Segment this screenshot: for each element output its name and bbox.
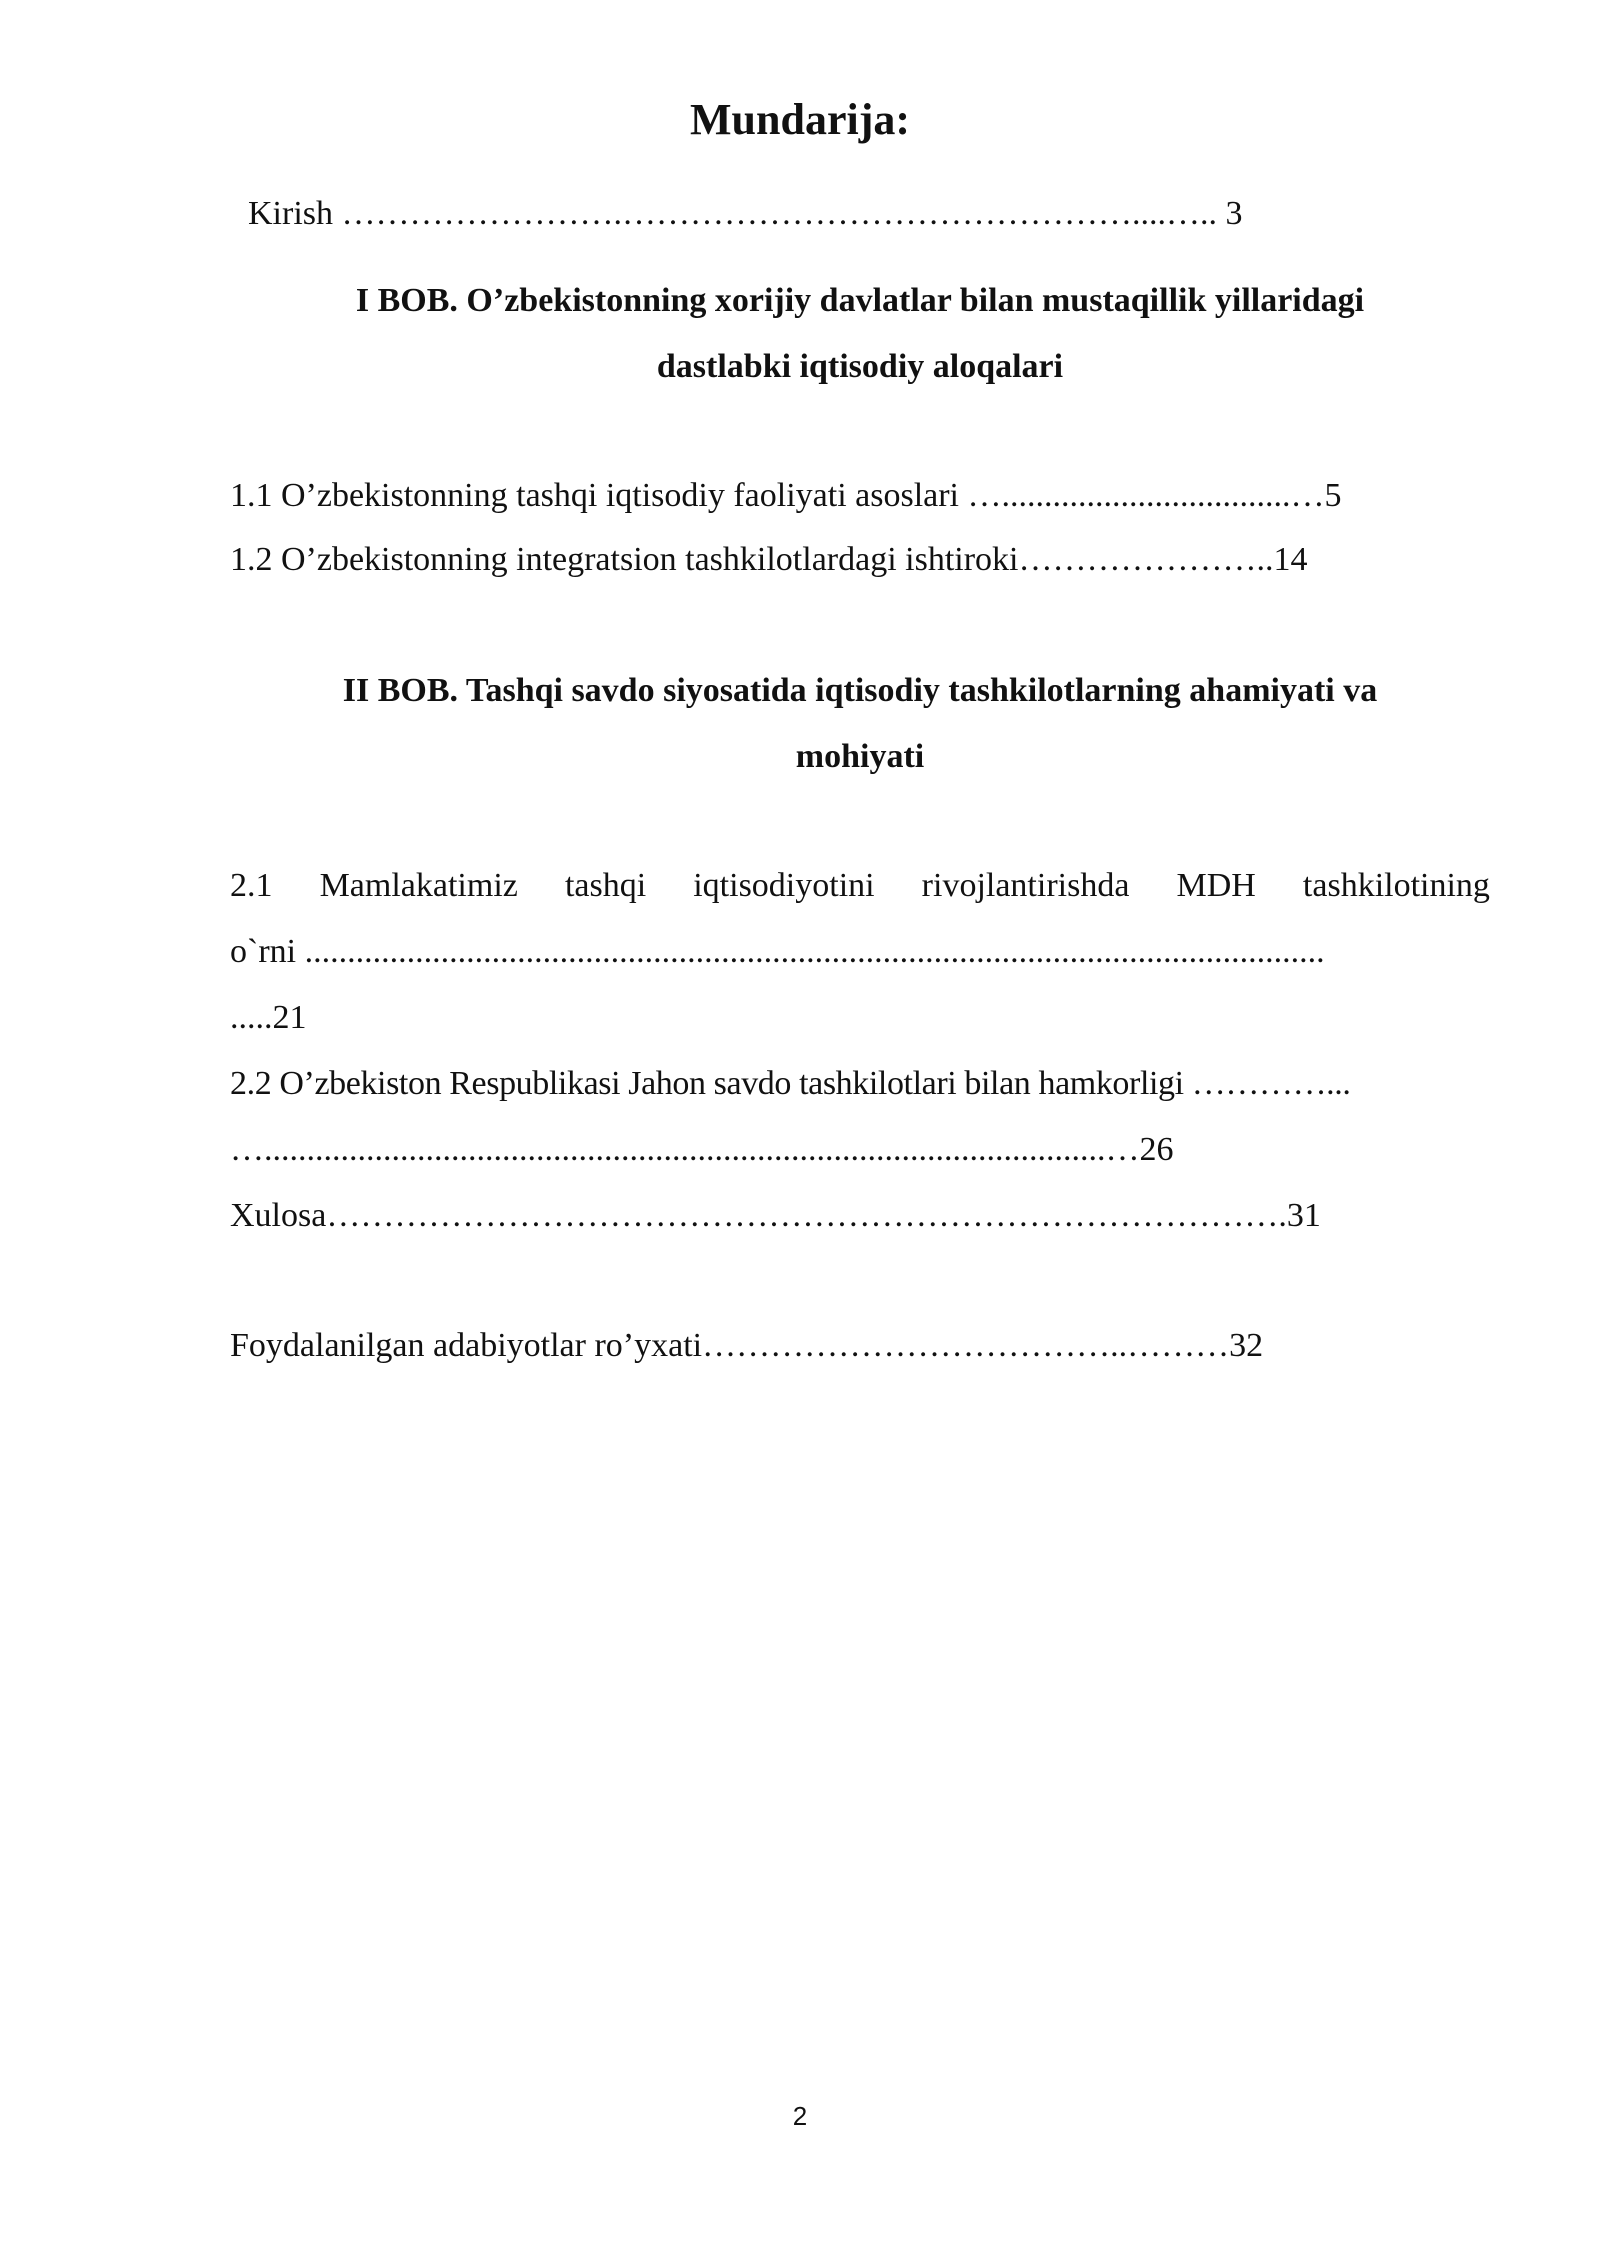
toc-word: rivojlantirishda: [921, 867, 1130, 904]
toc-word: iqtisodiyotini: [693, 867, 875, 904]
toc-entry-2-1-line-2: o`rni ........................................................................................................................: [230, 933, 1325, 970]
toc-word: MDH: [1176, 867, 1256, 904]
chapter-heading-1-line-2: dastlabki iqtisodiy aloqalari: [656, 348, 1064, 385]
toc-word: tashqi: [564, 867, 647, 904]
toc-entry-2-2-line-2: …...................................................................................................…26: [230, 1131, 1174, 1168]
toc-word: Mamlakatimiz: [319, 867, 518, 904]
toc-entry-1-2: 1.2 O’zbekistonning integratsion tashkilotlardagi ishtiroki…………………..14: [230, 541, 1308, 578]
toc-entry-1-1: 1.1 O’zbekistonning tashqi iqtisodiy faoliyati asoslari …..................................…5: [230, 477, 1342, 514]
toc-entry-references: Foydalanilgan adabiyotlar ro’yxati………………………………..………32: [230, 1327, 1264, 1364]
chapter-heading-2-line-1: II BOB. Tashqi savdo siyosatida iqtisodiy tashkilotlarning ahamiyati va: [342, 672, 1378, 709]
page-number: 2: [792, 2101, 808, 2131]
page-title: Mundarija:: [690, 95, 910, 144]
toc-entry-2-1-line-1: [230, 864, 1490, 908]
chapter-heading-2-line-2: mohiyati: [795, 738, 925, 775]
toc-word: 2.1: [230, 867, 273, 904]
toc-entry-2-1-line-3: .....21: [230, 999, 307, 1036]
chapter-heading-1-line-1: I BOB. O’zbekistonning xorijiy davlatlar bilan mustaqillik yillaridagi: [355, 282, 1365, 319]
toc-entry-kirish: Kirish …………………….………………………………………....….. 3: [248, 195, 1243, 232]
toc-word: tashkilotining: [1302, 867, 1490, 904]
toc-entry-2-2-line-1: 2.2 O’zbekiston Respublikasi Jahon savdo tashkilotlari bilan hamkorligi …………...: [230, 1065, 1351, 1102]
toc-entry-xulosa: Xulosa………………………………………………………………………….31: [230, 1197, 1321, 1234]
